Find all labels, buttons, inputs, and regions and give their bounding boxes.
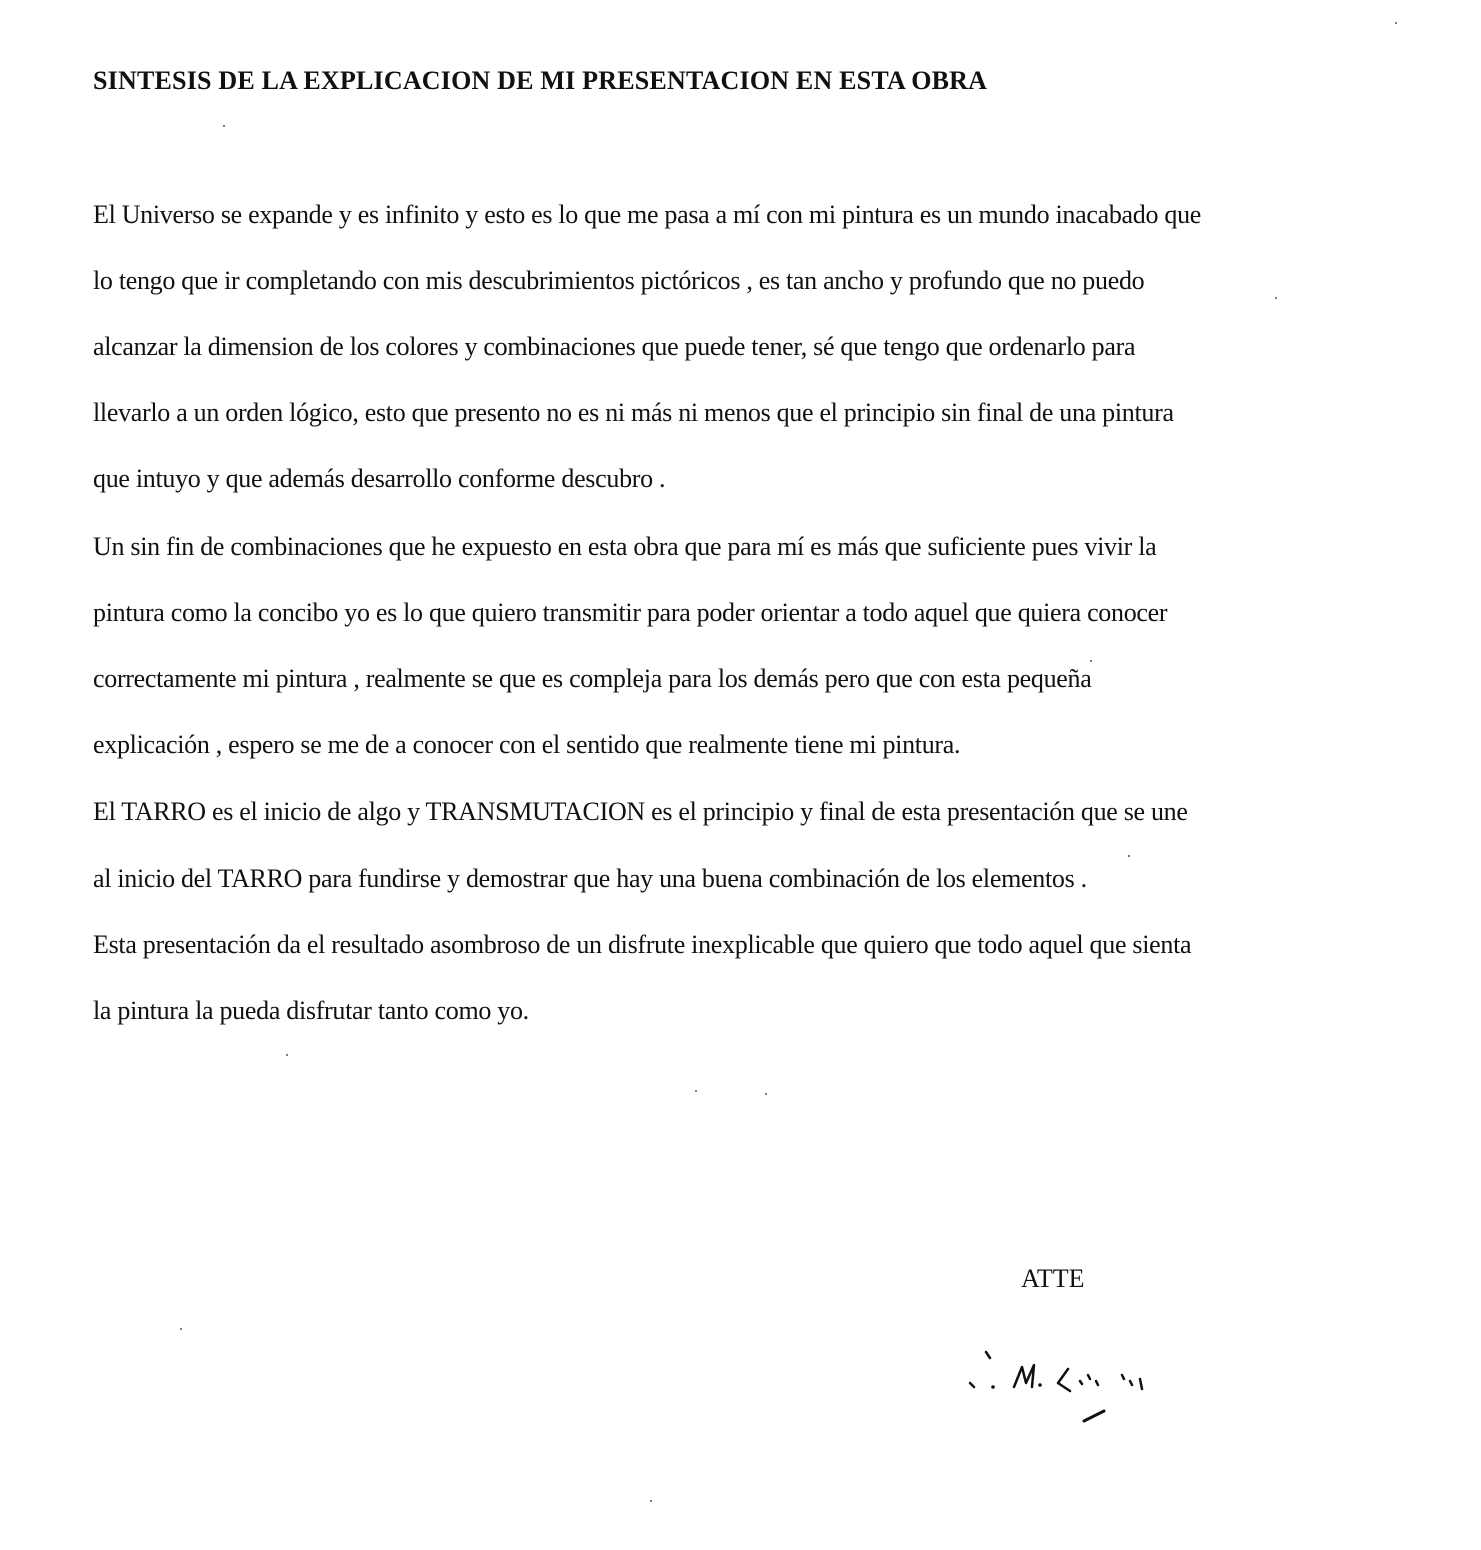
body-line-13: la pintura la pueda disfrutar tanto como yo.	[93, 996, 529, 1025]
scan-speck	[765, 1093, 767, 1095]
scan-speck	[180, 1328, 182, 1330]
scan-speck	[650, 1500, 652, 1502]
scan-speck	[1128, 855, 1130, 857]
document-title: SINTESIS DE LA EXPLICACION DE MI PRESENTACION EN ESTA OBRA	[93, 66, 988, 95]
scan-speck	[286, 1054, 288, 1056]
scan-speck	[1395, 22, 1397, 24]
scan-speck	[1275, 297, 1277, 299]
body-line-5: que intuyo y que además desarrollo conforme descubro .	[93, 464, 666, 493]
body-line-9: explicación , espero se me de a conocer con el sentido que realmente tiene mi pintura.	[93, 730, 961, 759]
body-line-2: lo tengo que ir completando con mis descubrimientos pictóricos , es tan ancho y profundo que no puedo	[93, 266, 1145, 295]
handwritten-signature	[960, 1345, 1160, 1435]
body-line-1: El Universo se expande y es infinito y esto es lo que me pasa a mí con mi pintura es un mundo inacabado que	[93, 200, 1202, 229]
body-line-11: al inicio del TARRO para fundirse y demostrar que hay una buena combinación de los elementos .	[93, 864, 1087, 893]
body-line-10: El TARRO es el inicio de algo y TRANSMUTACION es el principio y final de esta presentación que se une	[93, 797, 1188, 826]
body-line-12: Esta presentación da el resultado asombroso de un disfrute inexplicable que quiero que todo aquel que sienta	[93, 930, 1192, 959]
body-line-8: correctamente mi pintura , realmente se que es compleja para los demás pero que con esta pequeña	[93, 664, 1092, 693]
body-line-4: llevarlo a un orden lógico, esto que presento no es ni más ni menos que el principio sin final de una pintura	[93, 398, 1174, 427]
body-line-7: pintura como la concibo yo es lo que quiero transmitir para poder orientar a todo aquel que quiera conocer	[93, 598, 1168, 627]
body-line-3: alcanzar la dimension de los colores y combinaciones que puede tener, sé que tengo que ordenarlo para	[93, 332, 1136, 361]
scan-speck	[223, 125, 225, 127]
body-line-6: Un sin fin de combinaciones que he expuesto en esta obra que para mí es más que suficiente pues vivir la	[93, 532, 1157, 561]
scan-speck	[1090, 660, 1092, 662]
scan-speck	[695, 1090, 697, 1092]
closing-atte: ATTE	[1021, 1264, 1085, 1293]
